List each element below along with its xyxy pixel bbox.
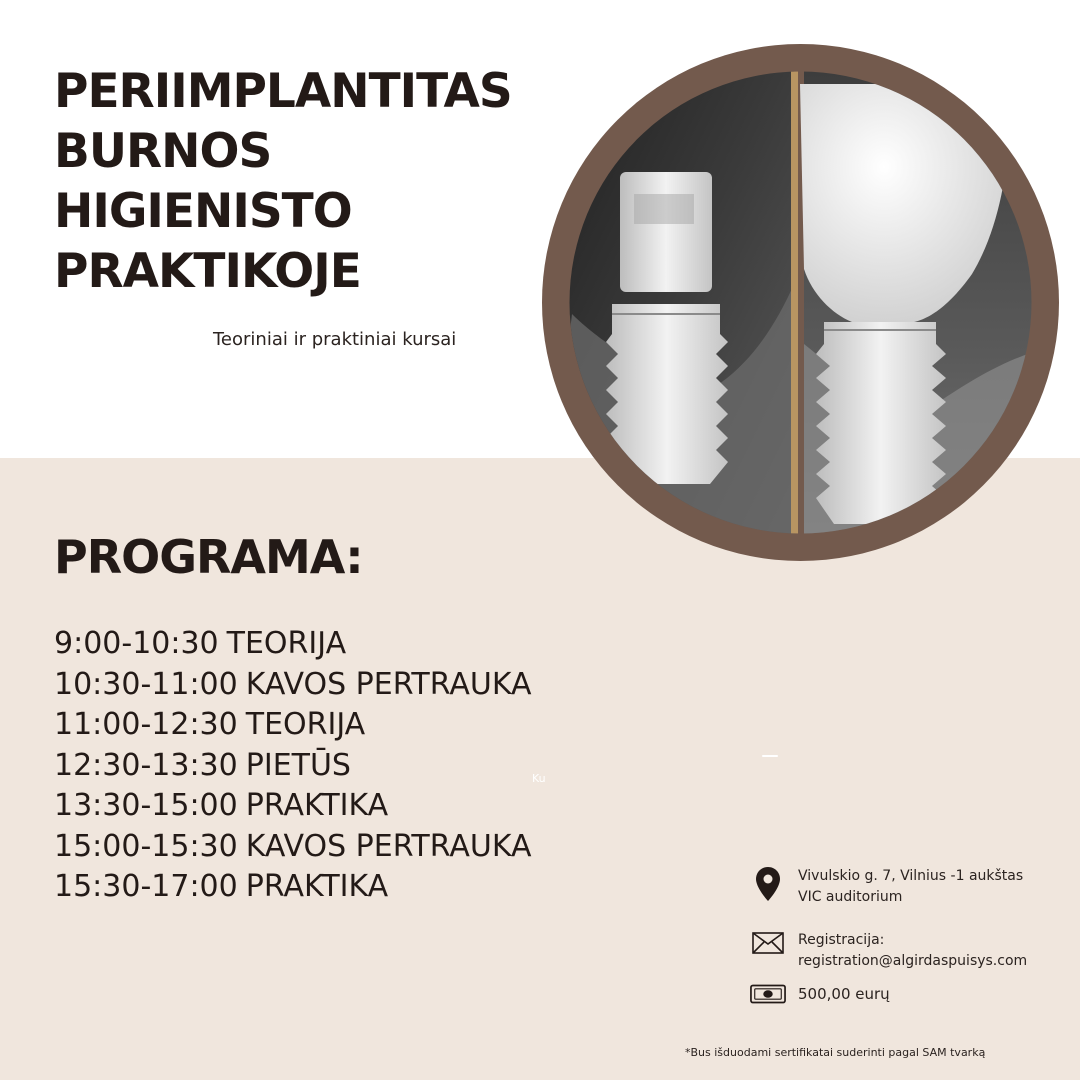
schedule-activity: TEORIJA — [226, 626, 347, 661]
left-implant — [606, 172, 728, 484]
location-venue: VIC auditorium — [798, 889, 903, 905]
schedule-time: 11:00-12:30 — [54, 707, 238, 742]
registration-label: Registracija: — [798, 932, 885, 948]
schedule-activity: KAVOS PERTRAUKA — [245, 666, 532, 702]
schedule-item — [54, 705, 532, 746]
schedule-time: 13:30-15:00 — [54, 788, 238, 823]
stray-text-mark: Ku — [532, 772, 546, 785]
registration-info — [750, 930, 1027, 972]
course-title — [54, 62, 574, 302]
schedule-item — [54, 867, 532, 908]
dental-implant-xray-image — [542, 44, 1059, 561]
price-value: 500,00 eurų — [798, 985, 890, 1003]
schedule-time: 12:30-13:30 — [54, 747, 238, 783]
schedule-activity: PRAKTIKA — [245, 788, 389, 823]
schedule-time: 15:00-15:30 — [54, 828, 238, 864]
title-line-2: BURNOS — [54, 124, 272, 179]
schedule-activity: TEORIJA — [245, 707, 366, 742]
schedule-time: 15:30-17:00 — [54, 869, 238, 904]
registration-email[interactable]: registration@algirdaspuisys.com — [798, 953, 1028, 969]
course-subtitle: Teoriniai ir praktiniai kursai — [213, 329, 457, 350]
location-pin-icon — [750, 866, 786, 896]
schedule-item — [54, 624, 532, 665]
schedule-item — [54, 746, 532, 787]
title-line-3: HIGIENISTO — [54, 184, 352, 239]
schedule-item — [54, 665, 532, 706]
location-address: Vivulskio g. 7, Vilnius -1 aukštas — [798, 868, 1024, 884]
certificate-footnote: *Bus išduodami sertifikatai suderinti pagal SAM tvarką — [685, 1046, 986, 1059]
price-info — [750, 984, 890, 1014]
schedule-item — [54, 827, 532, 868]
schedule-time: 9:00-10:30 — [54, 626, 219, 661]
envelope-icon — [750, 930, 786, 962]
location-info — [750, 866, 1023, 908]
schedule-activity: PRAKTIKA — [245, 869, 389, 904]
title-line-4: PRAKTIKOJE — [54, 244, 361, 299]
banknote-icon — [750, 984, 786, 1014]
schedule-activity: PIETŪS — [245, 747, 351, 783]
image-divider — [791, 44, 798, 561]
schedule-item — [54, 786, 532, 827]
schedule-activity: KAVOS PERTRAUKA — [245, 828, 532, 864]
program-heading: PROGRAMA: — [54, 530, 363, 584]
program-schedule-list — [54, 624, 532, 908]
schedule-time: 10:30-11:00 — [54, 666, 238, 702]
stray-dash-mark — [762, 755, 778, 757]
title-line-1: PERIIMPLANTITAS — [54, 64, 512, 119]
